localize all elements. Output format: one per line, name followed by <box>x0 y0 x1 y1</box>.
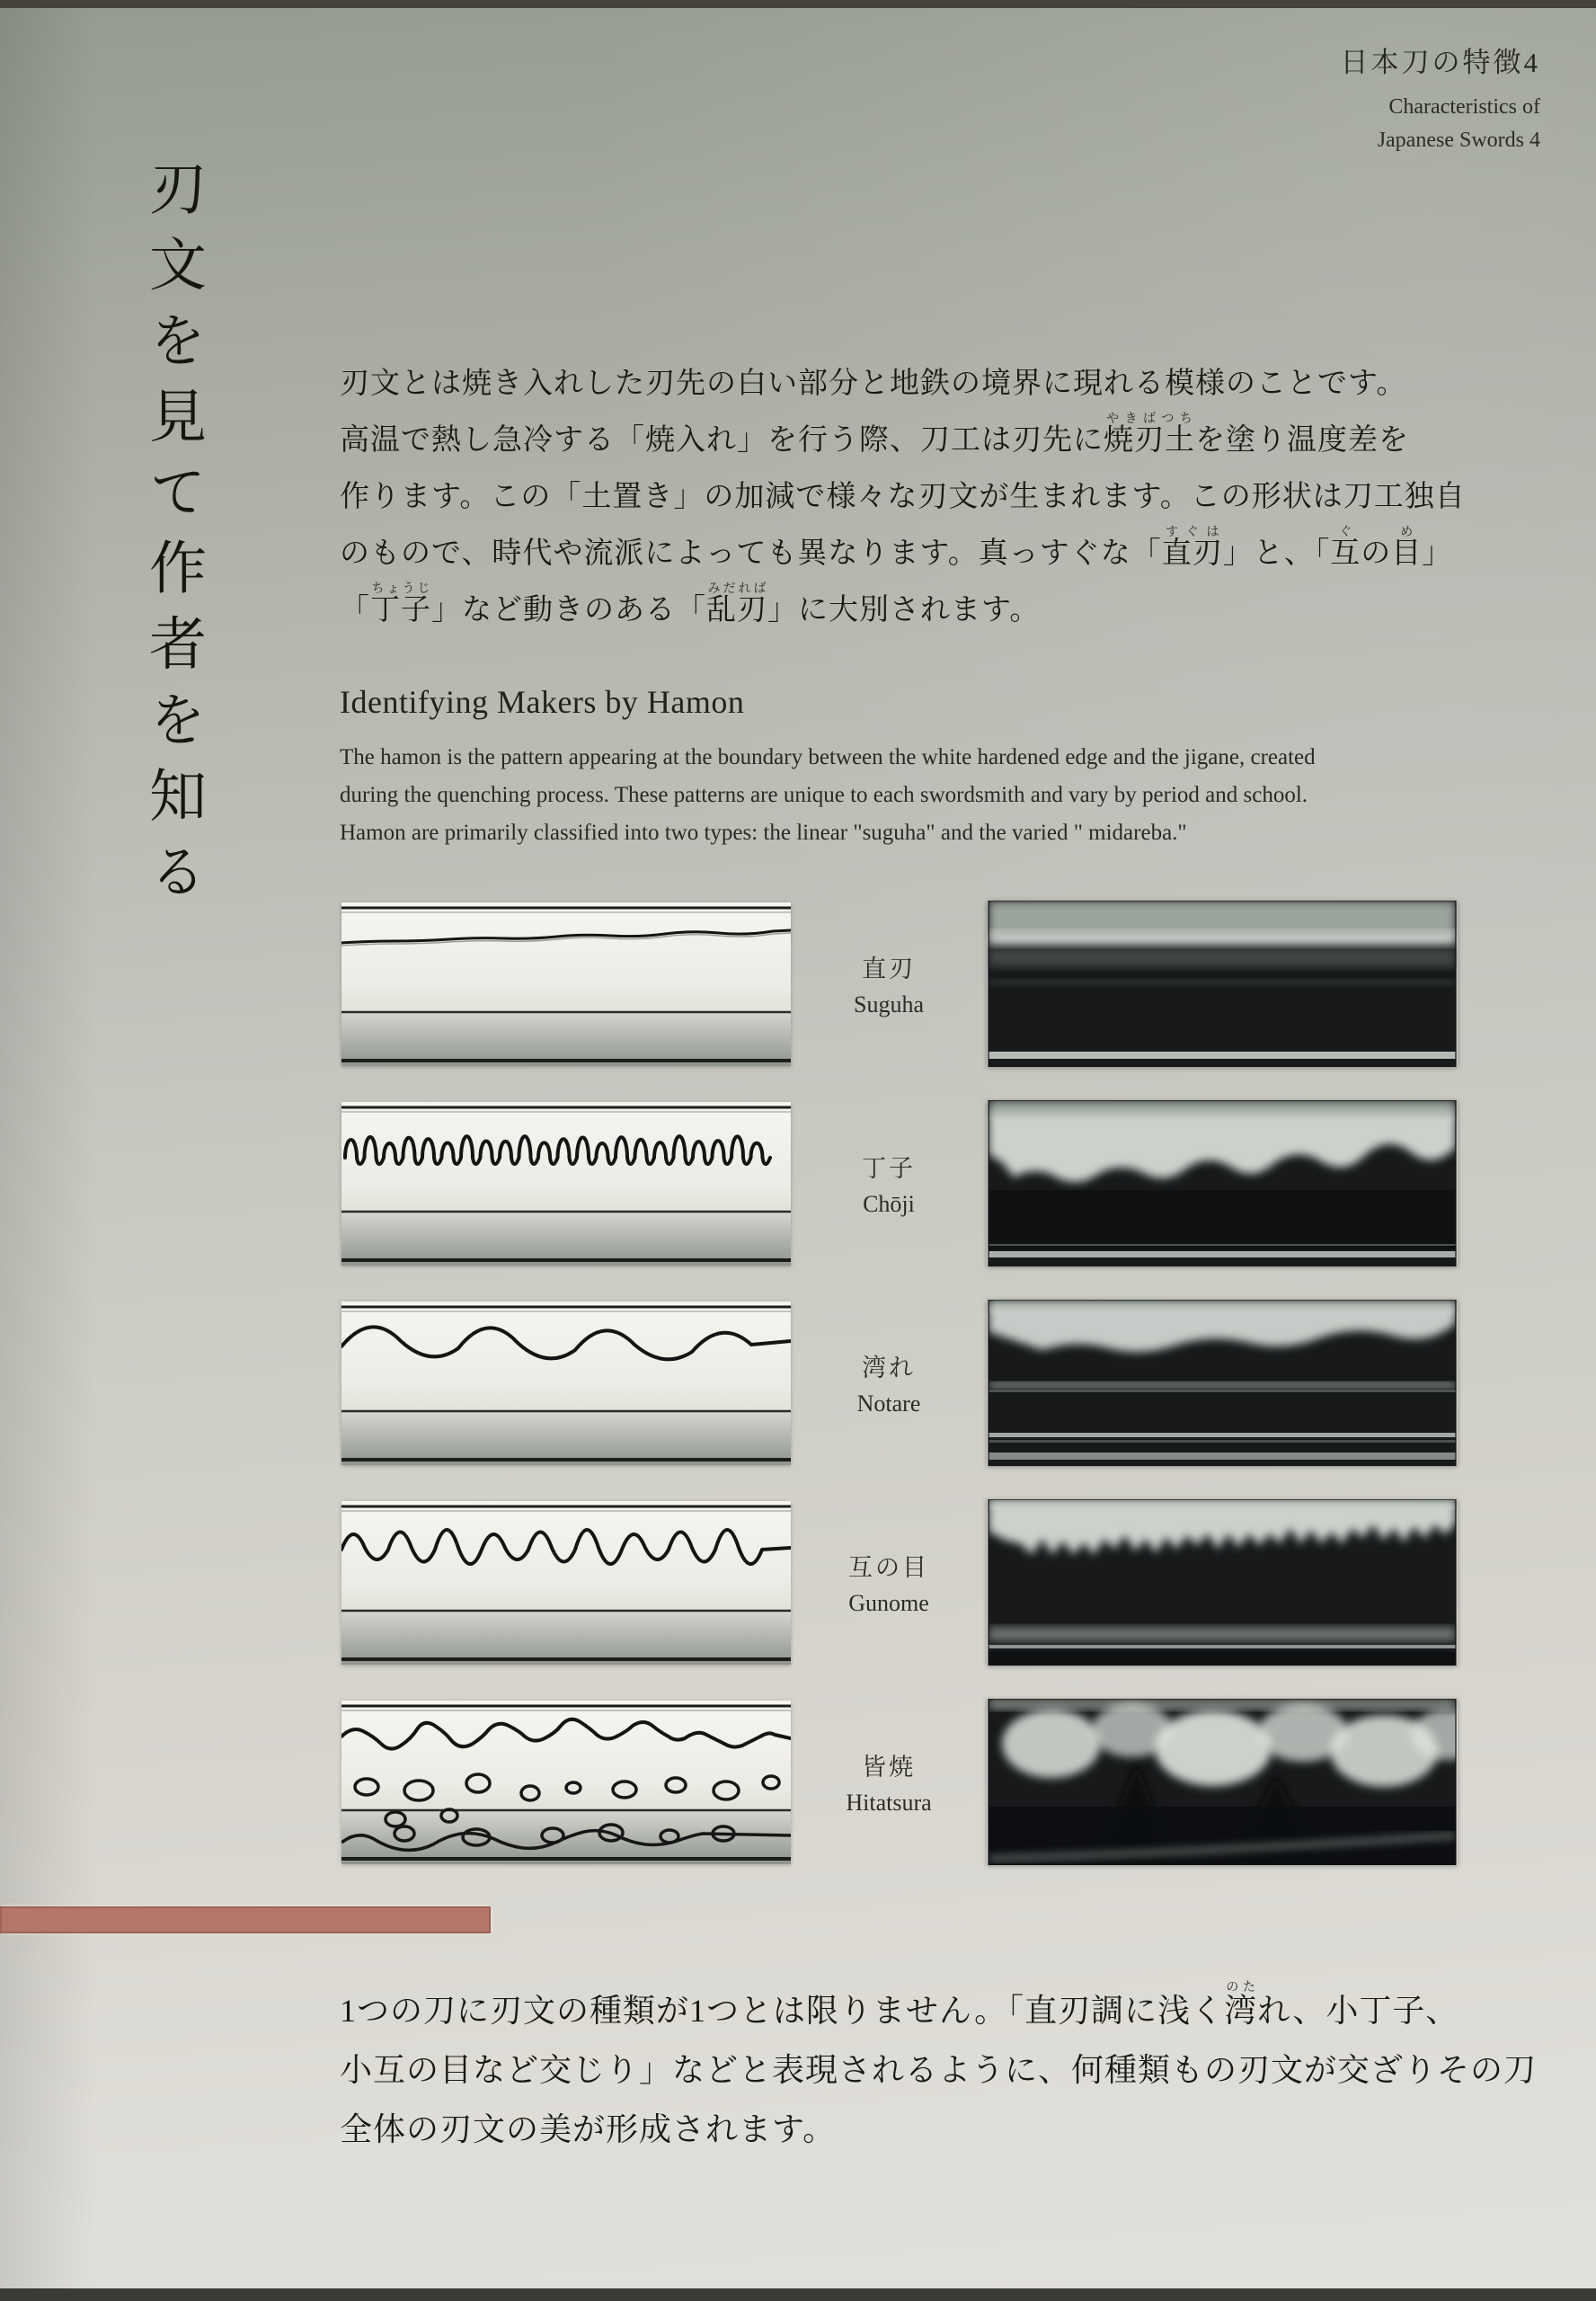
hamon-drawing-notare <box>341 1302 791 1465</box>
footer-paragraph-jp <box>340 1981 1562 2159</box>
hamon-row-hitatsura <box>341 1699 1461 1865</box>
hamon-drawing-gunome <box>341 1501 791 1665</box>
english-line: during the quenching process. These patterns are unique to each swordsmith and vary by period and school. <box>340 783 1308 807</box>
hamon-drawing-suguha <box>341 902 791 1066</box>
text-line: 全体の刃文の美が形成されます。 <box>340 2111 837 2147</box>
text-line: 「丁子ちょうじ」など動きのある「乱刃みだれば」に大別されます。 <box>340 582 1041 626</box>
accent-bar <box>0 1906 491 1933</box>
english-line: Hamon are primarily classified into two types: the linear "suguha" and the varied " midareba." <box>340 821 1187 845</box>
hamon-drawing-choji <box>341 1102 791 1266</box>
hamon-photo-hitatsura <box>987 1699 1458 1865</box>
hamon-photo-gunome <box>987 1499 1458 1666</box>
hamon-label-gunome <box>791 1548 987 1617</box>
hamon-photo-suguha <box>987 901 1458 1067</box>
hamon-label-hitatsura <box>791 1747 987 1817</box>
english-line: The hamon is the pattern appearing at the boundary between the white hardened edge and the jigane, created <box>340 745 1316 769</box>
hamon-drawing-hitatsura <box>341 1701 791 1864</box>
hamon-photo-notare <box>987 1300 1458 1466</box>
header-subtitle-line1: Characteristics of <box>1388 95 1540 119</box>
panel-top-edge <box>0 0 1596 8</box>
hamon-label-jp: 丁子 <box>862 1155 916 1182</box>
hamon-label-en: Hitatsura <box>846 1790 932 1816</box>
header-subtitle-line2: Japanese Swords 4 <box>1377 129 1540 152</box>
hamon-label-jp: 互の目 <box>848 1554 929 1581</box>
intro-paragraph-jp <box>340 356 1508 639</box>
english-paragraph <box>340 739 1526 852</box>
hamon-label-en: Gunome <box>848 1590 929 1616</box>
hamon-row-notare <box>341 1300 1461 1466</box>
text-line: 1つの刀に刃文の種類が1つとは限りません。「直刃調に浅く湾のたれ、小丁子、 <box>340 1981 1459 2029</box>
hamon-label-jp: 直刃 <box>862 955 916 982</box>
text-line: 刃文とは焼き入れした刃先の白い部分と地鉄の境界に現れる模様のことです。 <box>340 368 1407 400</box>
header-title-jp: 日本刀の特徴4 <box>1340 47 1540 78</box>
hamon-label-notare <box>791 1348 987 1417</box>
hamon-label-en: Notare <box>856 1390 921 1417</box>
hamon-label-choji <box>791 1149 987 1218</box>
panel-bottom-edge <box>0 2288 1596 2301</box>
hamon-label-jp: 皆焼 <box>862 1754 916 1781</box>
hamon-row-choji <box>341 1100 1461 1266</box>
text-line: 小互の目など交じり」などと表現されるように、何種類もの刃文が交ざりその刀 <box>340 2052 1538 2088</box>
hamon-row-suguha <box>341 901 1461 1067</box>
hamon-label-jp: 湾れ <box>862 1355 916 1381</box>
page-header <box>1341 40 1541 157</box>
hamon-label-en: Chōji <box>863 1191 915 1217</box>
hamon-photo-choji <box>987 1100 1458 1266</box>
english-heading: Identifying Makers by Hamon <box>340 684 745 720</box>
text-line: 作ります。この「土置き」の加減で様々な刃文が生まれます。この形状は刀工独自 <box>340 481 1466 513</box>
hamon-label-suguha <box>791 949 987 1018</box>
text-line: 高温で熱し急冷する「焼入れ」を行う際、刀工は刃先に焼刃土やきばつちを塗り温度差を <box>340 413 1409 457</box>
text-line: のもので、時代や流派によっても異なります。真っすぐな「直刃すぐは」と、「互ぐの目め」 <box>340 526 1453 570</box>
hamon-label-en: Suguha <box>854 991 924 1017</box>
vertical-title: 刃文を見て作者を知る <box>141 158 205 918</box>
hamon-rows <box>341 901 1461 1898</box>
hamon-row-gunome <box>341 1499 1461 1666</box>
